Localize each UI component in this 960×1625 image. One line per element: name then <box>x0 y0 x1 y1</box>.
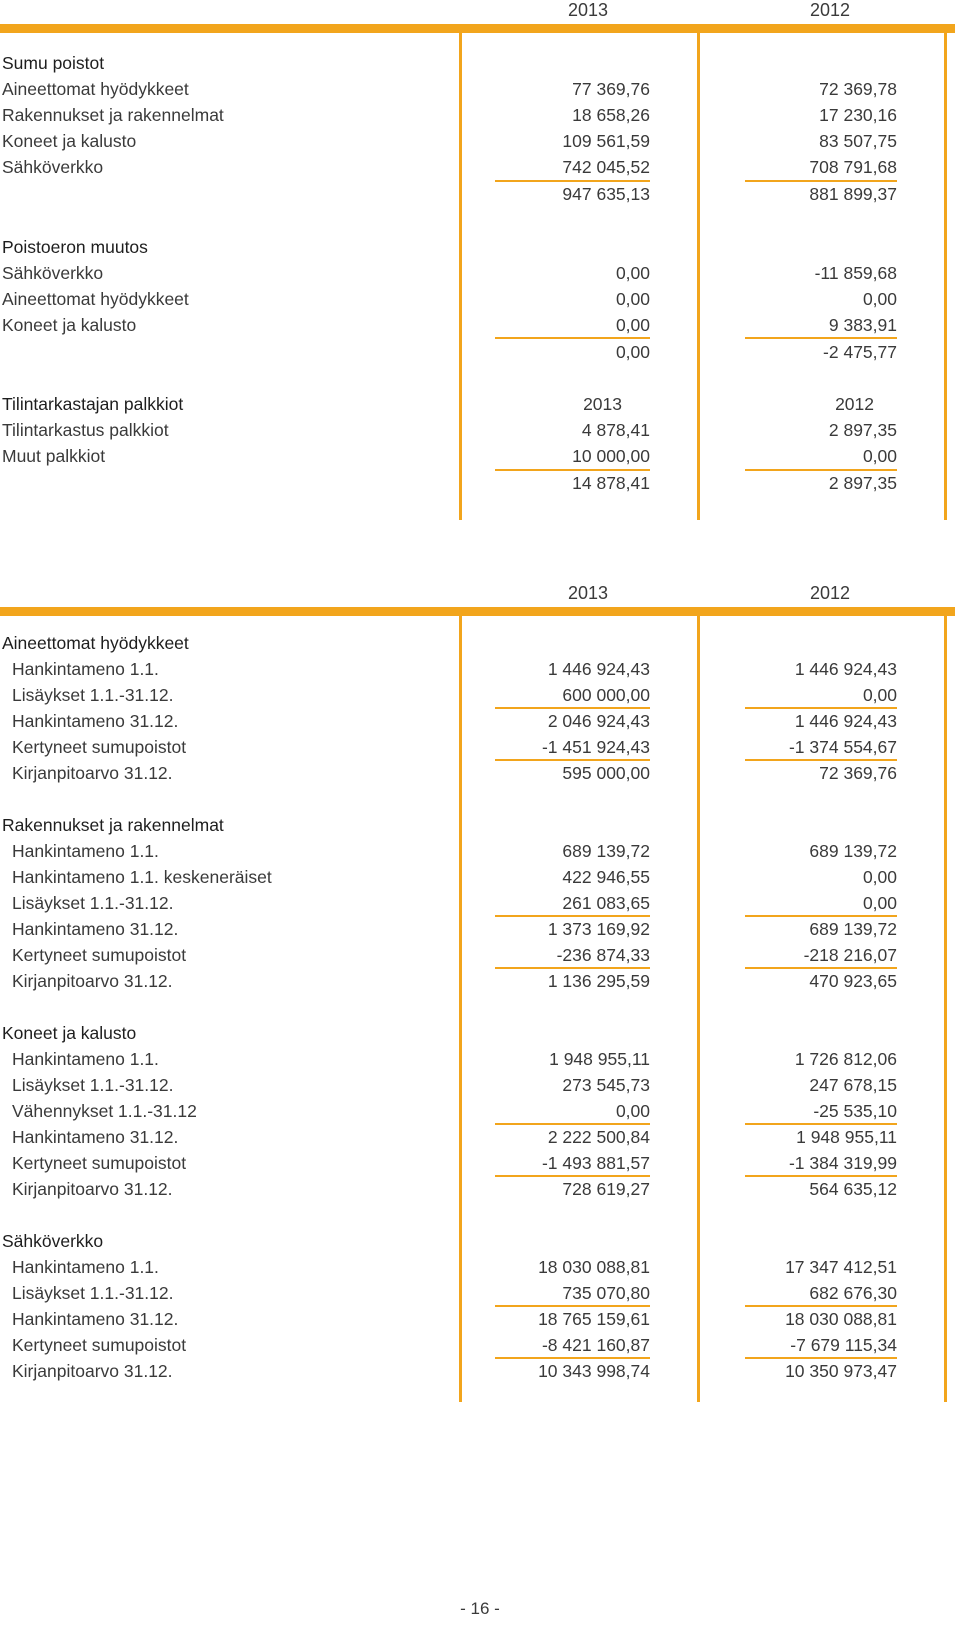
value-2013: -8 421 160,87 <box>541 1335 650 1355</box>
table-row <box>0 890 960 916</box>
table-row <box>0 968 960 994</box>
table-row <box>0 656 960 682</box>
value-2013: 273 545,73 <box>562 1075 650 1095</box>
value-2013: 2 222 500,84 <box>547 1127 650 1147</box>
column-year-2013: 2013 <box>567 583 608 603</box>
row-label: Hankintameno 1.1. <box>12 1049 159 1069</box>
section-title: Sähköverkko <box>2 1231 104 1251</box>
value-2012: 708 791,68 <box>809 157 897 177</box>
row-label: Lisäykset 1.1.-31.12. <box>12 685 174 705</box>
value-2012: 10 350 973,47 <box>785 1361 897 1381</box>
value-2013: 689 139,72 <box>562 841 650 861</box>
value-2013: 261 083,65 <box>562 893 650 913</box>
section-title: Rakennukset ja rakennelmat <box>2 815 224 835</box>
value-2013: 735 070,80 <box>562 1283 650 1303</box>
section-title: Koneet ja kalusto <box>2 1023 137 1043</box>
table-row <box>0 1280 960 1306</box>
table-row <box>0 864 960 890</box>
row-label: Hankintameno 1.1. <box>12 1257 159 1277</box>
total-2013: 14 878,41 <box>572 473 650 493</box>
value-2012: 682 676,30 <box>809 1283 897 1303</box>
total-2012: 881 899,37 <box>809 184 897 204</box>
value-2013: 4 878,41 <box>581 420 650 440</box>
value-2012: 17 347 412,51 <box>785 1257 897 1277</box>
total-2012: 2 897,35 <box>828 473 897 493</box>
value-2013: 600 000,00 <box>562 685 650 705</box>
total-row <box>0 470 960 496</box>
value-2013: 10 000,00 <box>572 446 650 466</box>
value-2012: 83 507,75 <box>819 131 897 151</box>
row-label: Rakennukset ja rakennelmat <box>2 105 224 125</box>
table-row <box>0 1124 960 1150</box>
row-label: Sähköverkko <box>2 157 104 177</box>
row-label: Aineettomat hyödykkeet <box>2 289 189 309</box>
column-year-2012: 2012 <box>809 583 850 603</box>
row-label: Hankintameno 1.1. keskeneräiset <box>12 867 272 887</box>
column-year-2012: 2012 <box>809 0 850 20</box>
section-year-2012: 2012 <box>835 394 874 414</box>
table-row <box>0 128 960 154</box>
value-2013: 77 369,76 <box>572 79 650 99</box>
section-title: Aineettomat hyödykkeet <box>2 633 189 653</box>
table-row <box>0 312 960 338</box>
row-label: Lisäykset 1.1.-31.12. <box>12 893 174 913</box>
header-bar <box>0 24 955 33</box>
row-label: Koneet ja kalusto <box>2 131 137 151</box>
value-2012: 470 923,65 <box>809 971 897 991</box>
table-row <box>0 443 960 469</box>
page-number: - 16 - <box>460 1599 500 1618</box>
row-label: Kirjanpitoarvo 31.12. <box>12 1361 173 1381</box>
value-2013: 1 948 955,11 <box>549 1049 650 1069</box>
table-row <box>0 260 960 286</box>
row-label: Vähennykset 1.1.-31.12 <box>12 1101 197 1121</box>
section-title: Sumu poistot <box>2 53 105 73</box>
table-row <box>0 942 960 968</box>
value-2012: 689 139,72 <box>809 919 897 939</box>
table-row <box>0 154 960 180</box>
value-2012: -1 384 319,99 <box>788 1153 897 1173</box>
depreciation-table <box>0 0 960 520</box>
table-row <box>0 286 960 312</box>
value-2013: -236 874,33 <box>556 945 650 965</box>
value-2013: 1 136 295,59 <box>547 971 650 991</box>
value-2013: 728 619,27 <box>562 1179 650 1199</box>
row-label: Lisäykset 1.1.-31.12. <box>12 1075 174 1095</box>
fixed-assets-table <box>0 583 960 1423</box>
value-2012: 0,00 <box>862 867 897 887</box>
section-heading <box>0 812 960 838</box>
table-row <box>0 708 960 734</box>
column-year-2013: 2013 <box>567 0 608 20</box>
row-label: Kertyneet sumupoistot <box>12 737 187 757</box>
row-label: Muut palkkiot <box>2 446 106 466</box>
total-2013: 947 635,13 <box>562 184 650 204</box>
row-label: Hankintameno 1.1. <box>12 841 159 861</box>
value-2012: 0,00 <box>862 893 897 913</box>
table-row <box>0 734 960 760</box>
table-row <box>0 1358 960 1384</box>
value-2013: 422 946,55 <box>562 867 650 887</box>
table-row <box>0 838 960 864</box>
value-2013: 18 765 159,61 <box>538 1309 650 1329</box>
value-2013: 0,00 <box>615 289 650 309</box>
section-heading <box>0 1020 960 1046</box>
row-label: Sähköverkko <box>2 263 104 283</box>
total-row <box>0 339 960 365</box>
value-2012: 689 139,72 <box>809 841 897 861</box>
value-2012: -218 216,07 <box>803 945 897 965</box>
value-2012: 17 230,16 <box>819 105 897 125</box>
row-label: Hankintameno 31.12. <box>12 1309 179 1329</box>
row-label: Kertyneet sumupoistot <box>12 1335 187 1355</box>
row-label: Kirjanpitoarvo 31.12. <box>12 763 173 783</box>
value-2012: 0,00 <box>862 685 897 705</box>
value-2012: 1 726 812,06 <box>794 1049 897 1069</box>
table-row <box>0 916 960 942</box>
table-row <box>0 1098 960 1124</box>
value-2012: 0,00 <box>862 289 897 309</box>
total-row <box>0 181 960 207</box>
value-2012: 2 897,35 <box>828 420 897 440</box>
value-2013: 18 658,26 <box>572 105 650 125</box>
table-row <box>0 1150 960 1176</box>
section-title: Tilintarkastajan palkkiot <box>2 394 184 414</box>
value-2013: -1 451 924,43 <box>541 737 650 757</box>
row-label: Hankintameno 1.1. <box>12 659 159 679</box>
table-row <box>0 1306 960 1332</box>
value-2012: -11 859,68 <box>814 263 897 283</box>
value-2013: 18 030 088,81 <box>538 1257 650 1277</box>
value-2013: 10 343 998,74 <box>538 1361 650 1381</box>
value-2013: 1 446 924,43 <box>547 659 650 679</box>
value-2012: 9 383,91 <box>828 315 897 335</box>
value-2012: -25 535,10 <box>813 1101 897 1121</box>
value-2013: 0,00 <box>615 263 650 283</box>
section-heading <box>0 50 960 76</box>
value-2012: 564 635,12 <box>809 1179 897 1199</box>
value-2013: 1 373 169,92 <box>547 919 650 939</box>
value-2012: 1 446 924,43 <box>794 659 897 679</box>
value-2012: -1 374 554,67 <box>788 737 897 757</box>
value-2013: 0,00 <box>615 1101 650 1121</box>
value-2012: 72 369,78 <box>819 79 897 99</box>
table-row <box>0 1332 960 1358</box>
row-label: Hankintameno 31.12. <box>12 919 179 939</box>
value-2013: 109 561,59 <box>562 131 650 151</box>
row-label: Kirjanpitoarvo 31.12. <box>12 1179 173 1199</box>
row-label: Lisäykset 1.1.-31.12. <box>12 1283 174 1303</box>
header-bar <box>0 607 955 616</box>
table-row <box>0 1072 960 1098</box>
table-row <box>0 102 960 128</box>
table-row <box>0 1046 960 1072</box>
section-heading <box>0 1228 960 1254</box>
section-heading <box>0 630 960 656</box>
row-label: Kertyneet sumupoistot <box>12 945 187 965</box>
table-row <box>0 1176 960 1202</box>
value-2013: 2 046 924,43 <box>547 711 650 731</box>
row-label: Hankintameno 31.12. <box>12 711 179 731</box>
value-2012: -7 679 115,34 <box>790 1335 897 1355</box>
row-label: Kertyneet sumupoistot <box>12 1153 187 1173</box>
section-title: Poistoeron muutos <box>2 237 148 257</box>
section-heading <box>0 391 960 417</box>
value-2012: 72 369,76 <box>819 763 897 783</box>
table-row <box>0 760 960 786</box>
value-2013: 0,00 <box>615 315 650 335</box>
value-2012: 1 446 924,43 <box>794 711 897 731</box>
value-2013: 742 045,52 <box>562 157 650 177</box>
section-year-2013: 2013 <box>583 394 622 414</box>
table-row <box>0 76 960 102</box>
section-heading <box>0 234 960 260</box>
value-2013: -1 493 881,57 <box>541 1153 650 1173</box>
row-label: Koneet ja kalusto <box>2 315 137 335</box>
value-2012: 247 678,15 <box>809 1075 897 1095</box>
value-2012: 0,00 <box>862 446 897 466</box>
row-label: Aineettomat hyödykkeet <box>2 79 189 99</box>
row-label: Tilintarkastus palkkiot <box>2 420 169 440</box>
total-2013: 0,00 <box>615 342 650 362</box>
table-row <box>0 682 960 708</box>
value-2012: 18 030 088,81 <box>785 1309 897 1329</box>
total-2012: -2 475,77 <box>823 342 897 362</box>
row-label: Hankintameno 31.12. <box>12 1127 179 1147</box>
table-row <box>0 417 960 443</box>
value-2012: 1 948 955,11 <box>796 1127 897 1147</box>
row-label: Kirjanpitoarvo 31.12. <box>12 971 173 991</box>
table-row <box>0 1254 960 1280</box>
value-2013: 595 000,00 <box>562 763 650 783</box>
